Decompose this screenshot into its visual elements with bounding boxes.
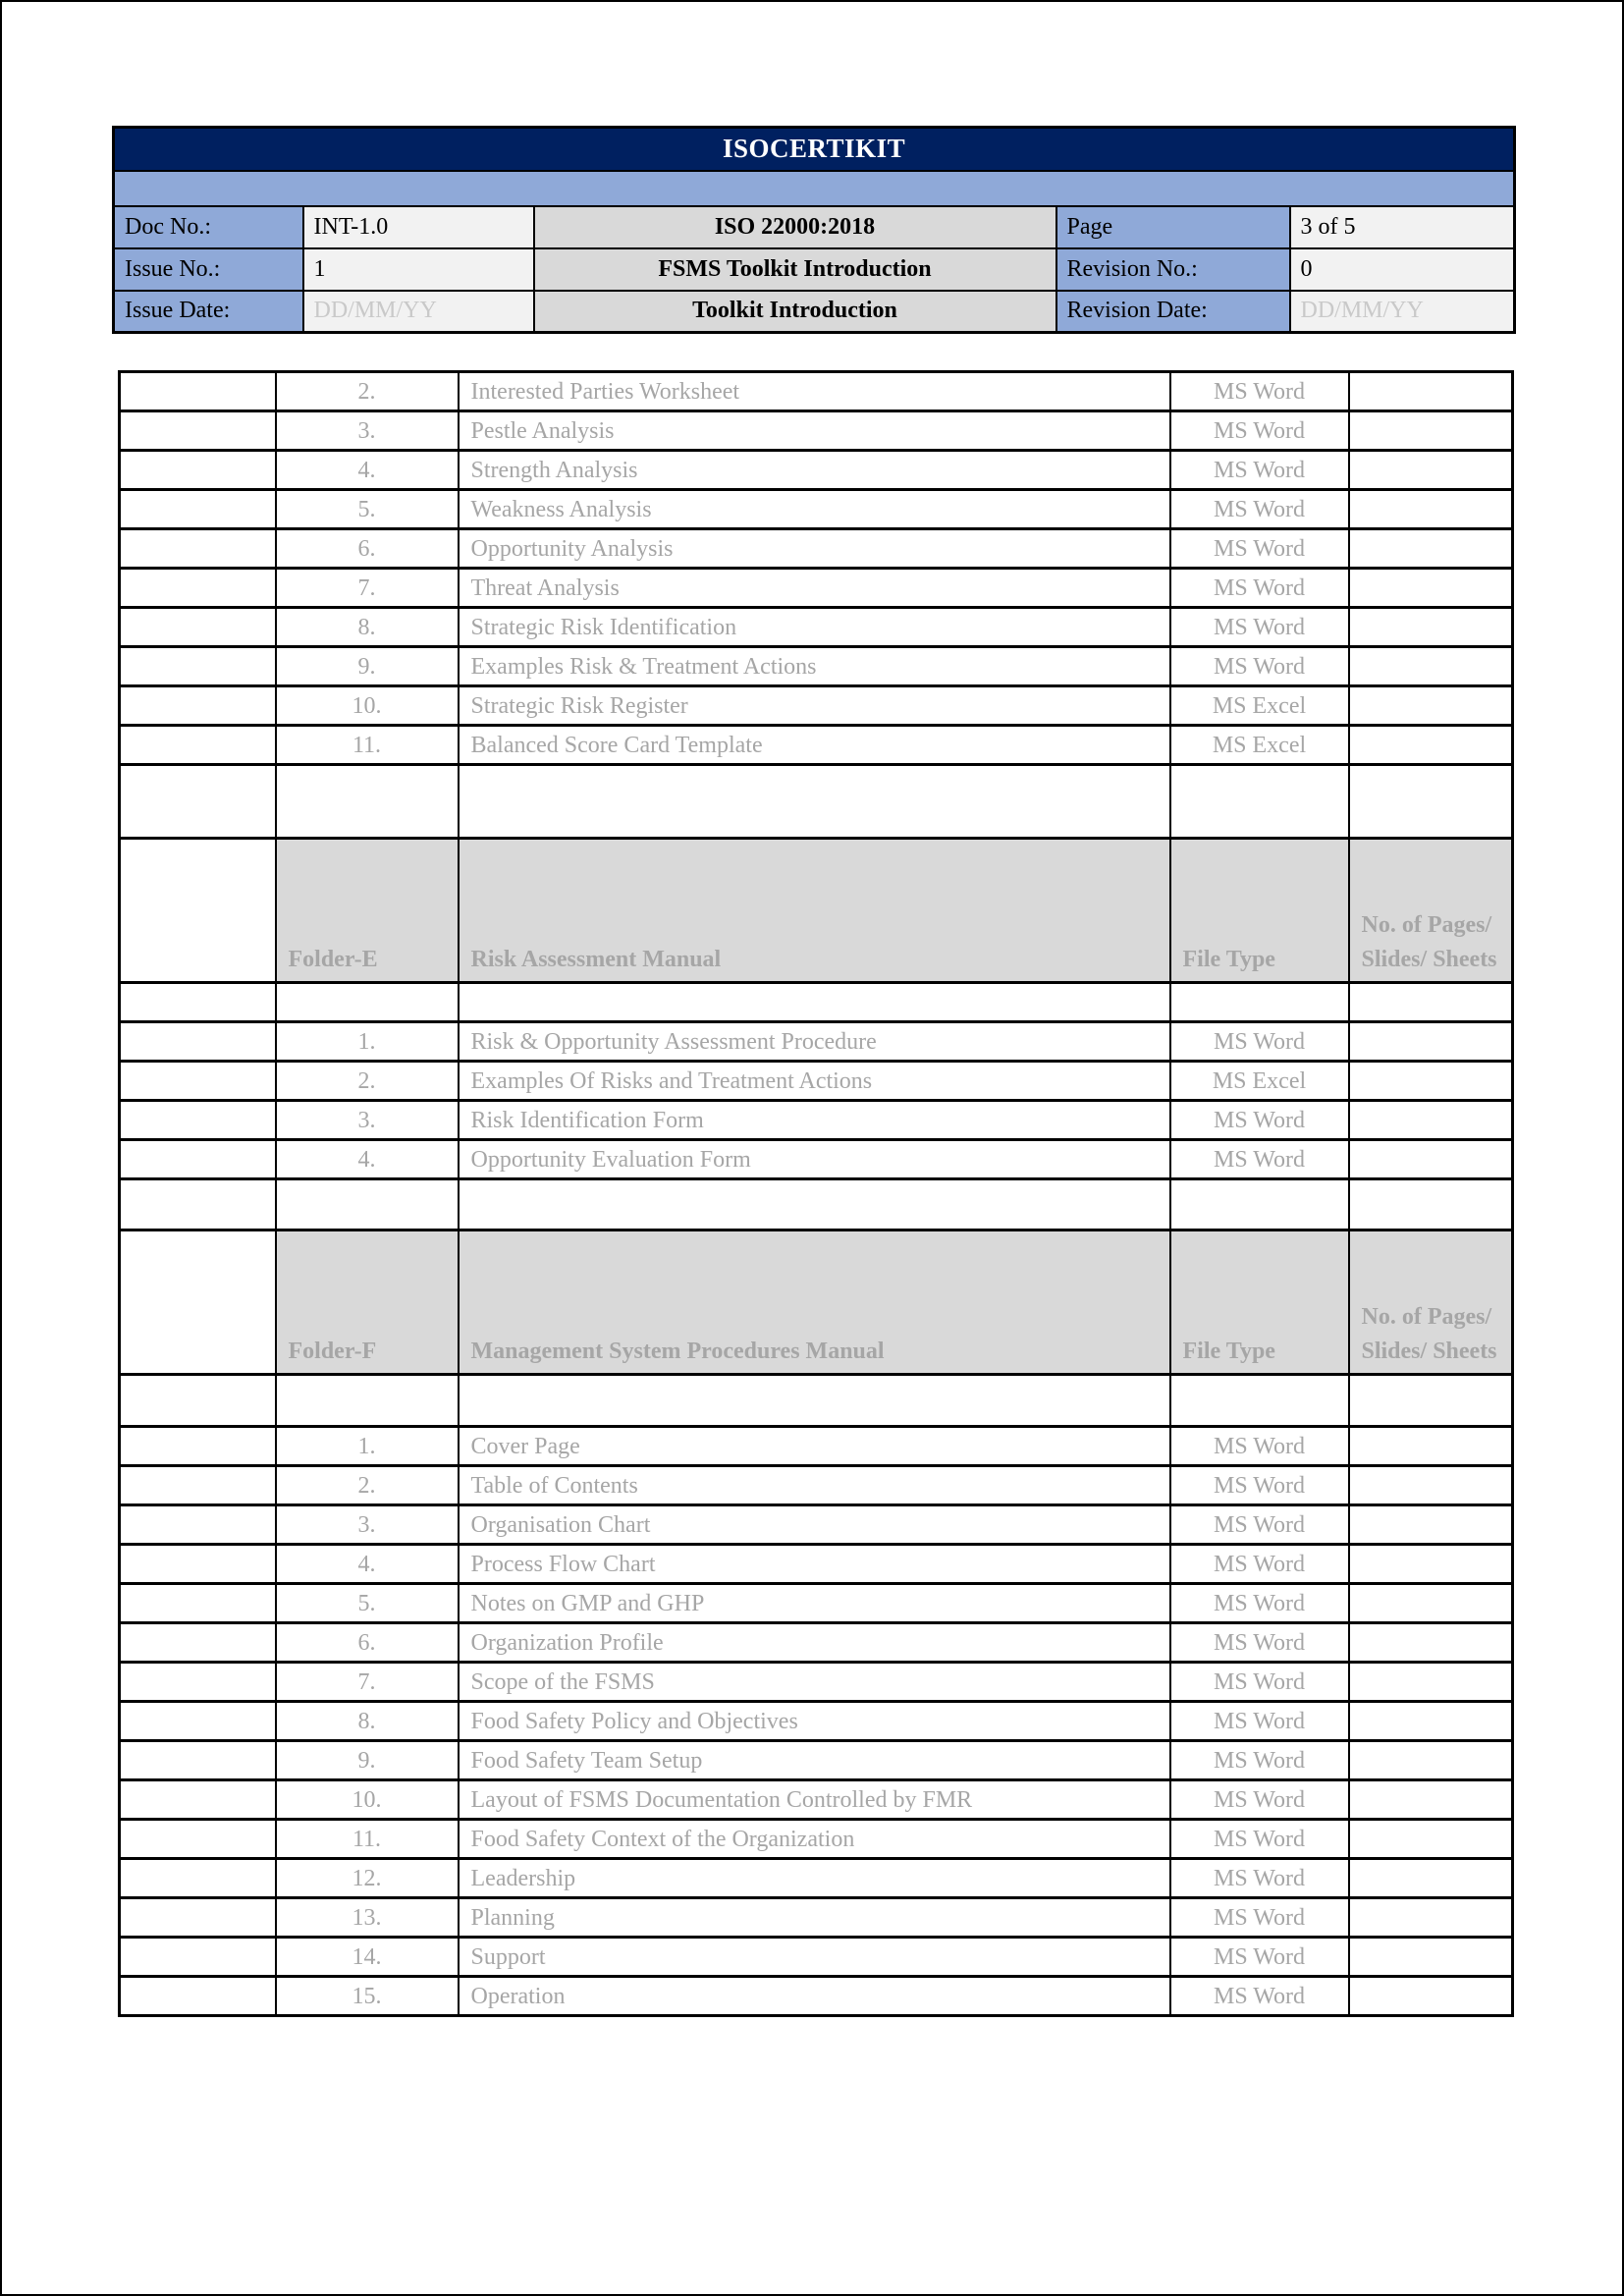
table-row <box>120 1938 1513 1977</box>
row-file-type: MS Word <box>1170 1859 1349 1898</box>
row-title: Threat Analysis <box>459 569 1170 608</box>
doc-meta-row-3 <box>114 291 1515 333</box>
spacer-cell <box>276 983 459 1022</box>
row-number: 2. <box>276 1062 459 1101</box>
row-pages-cell <box>1349 1584 1513 1623</box>
row-file-type: MS Excel <box>1170 726 1349 765</box>
row-file-type: MS Excel <box>1170 1062 1349 1101</box>
table-row <box>120 1466 1513 1505</box>
table-row <box>120 1062 1513 1101</box>
row-number: 4. <box>276 1140 459 1179</box>
doc-no-value: INT-1.0 <box>303 206 534 248</box>
row-empty-cell <box>120 1820 276 1859</box>
table-row <box>120 686 1513 726</box>
row-pages-cell <box>1349 1859 1513 1898</box>
row-pages-cell <box>1349 1977 1513 2016</box>
row-empty-cell <box>120 1859 276 1898</box>
row-pages-cell <box>1349 686 1513 726</box>
folder-title: Risk Assessment Manual <box>459 839 1170 983</box>
row-file-type: MS Word <box>1170 1101 1349 1140</box>
row-number: 1. <box>276 1427 459 1466</box>
row-number: 8. <box>276 608 459 647</box>
row-title: Food Safety Policy and Objectives <box>459 1702 1170 1741</box>
row-title: Opportunity Evaluation Form <box>459 1140 1170 1179</box>
table-row <box>120 1623 1513 1663</box>
table-row <box>120 726 1513 765</box>
row-number: 3. <box>276 1505 459 1545</box>
row-file-type: MS Excel <box>1170 686 1349 726</box>
row-number: 9. <box>276 1741 459 1780</box>
spacer-cell <box>1349 1179 1513 1230</box>
row-empty-cell <box>120 1427 276 1466</box>
row-number: 8. <box>276 1702 459 1741</box>
spacer-cell <box>1170 983 1349 1022</box>
row-file-type: MS Word <box>1170 1505 1349 1545</box>
row-number: 6. <box>276 529 459 569</box>
row-number: 10. <box>276 686 459 726</box>
table-row <box>120 1584 1513 1623</box>
row-file-type: MS Word <box>1170 1545 1349 1584</box>
row-file-type: MS Word <box>1170 1466 1349 1505</box>
spacer-cell <box>120 983 276 1022</box>
row-title: Balanced Score Card Template <box>459 726 1170 765</box>
table-row <box>120 372 1513 411</box>
row-number: 5. <box>276 1584 459 1623</box>
row-number: 4. <box>276 1545 459 1584</box>
doc-no-label: Doc No.: <box>114 206 303 248</box>
row-title: Layout of FSMS Documentation Controlled by FMR <box>459 1780 1170 1820</box>
row-number: 14. <box>276 1938 459 1977</box>
row-pages-cell <box>1349 451 1513 490</box>
row-empty-cell <box>120 1938 276 1977</box>
row-number: 3. <box>276 1101 459 1140</box>
row-number: 2. <box>276 1466 459 1505</box>
row-number: 13. <box>276 1898 459 1938</box>
row-number: 2. <box>276 372 459 411</box>
document-title: FSMS Toolkit Introduction <box>534 248 1056 291</box>
revision-date-value: DD/MM/YY <box>1290 291 1515 333</box>
row-file-type: MS Word <box>1170 1140 1349 1179</box>
spacer-cell <box>1170 1375 1349 1427</box>
brand-title: ISOCERTIKIT <box>114 128 1515 171</box>
file-type-header: File Type <box>1170 1230 1349 1375</box>
table-row <box>120 1977 1513 2016</box>
row-pages-cell <box>1349 647 1513 686</box>
revision-date-label: Revision Date: <box>1056 291 1290 333</box>
row-empty-cell <box>120 1022 276 1062</box>
spacer-cell <box>120 765 276 839</box>
pages-header: No. of Pages/ Slides/ Sheets <box>1349 1230 1513 1375</box>
table-row <box>120 1663 1513 1702</box>
pages-header: No. of Pages/ Slides/ Sheets <box>1349 839 1513 983</box>
row-pages-cell <box>1349 490 1513 529</box>
row-empty-cell <box>120 1545 276 1584</box>
main-table-body <box>120 372 1513 2016</box>
row-pages-cell <box>1349 1702 1513 1741</box>
row-file-type: MS Word <box>1170 451 1349 490</box>
row-title: Scope of the FSMS <box>459 1663 1170 1702</box>
row-title: Strategic Risk Identification <box>459 608 1170 647</box>
table-row <box>120 490 1513 529</box>
spacer-row <box>120 1375 1513 1427</box>
row-title: Process Flow Chart <box>459 1545 1170 1584</box>
row-title: Weakness Analysis <box>459 490 1170 529</box>
row-title: Food Safety Team Setup <box>459 1741 1170 1780</box>
spacer-cell <box>120 1375 276 1427</box>
table-row <box>120 411 1513 451</box>
row-number: 10. <box>276 1780 459 1820</box>
row-empty-cell <box>120 1663 276 1702</box>
spacer-cell <box>276 1179 459 1230</box>
issue-date-label: Issue Date: <box>114 291 303 333</box>
row-file-type: MS Word <box>1170 1938 1349 1977</box>
row-empty-cell <box>120 1466 276 1505</box>
row-pages-cell <box>1349 1623 1513 1663</box>
spacer-cell <box>276 1375 459 1427</box>
row-title: Examples Risk & Treatment Actions <box>459 647 1170 686</box>
table-row <box>120 608 1513 647</box>
row-empty-cell <box>120 1584 276 1623</box>
spacer-cell <box>1170 765 1349 839</box>
standard-title: ISO 22000:2018 <box>534 206 1056 248</box>
row-pages-cell <box>1349 1545 1513 1584</box>
row-empty-cell <box>120 726 276 765</box>
row-title: Notes on GMP and GHP <box>459 1584 1170 1623</box>
row-empty-cell <box>120 1623 276 1663</box>
row-empty-cell <box>120 569 276 608</box>
row-empty-cell <box>120 1702 276 1741</box>
banner-spacer-row <box>114 171 1515 206</box>
folder-empty-cell <box>120 1230 276 1375</box>
row-title: Examples Of Risks and Treatment Actions <box>459 1062 1170 1101</box>
row-empty-cell <box>120 1898 276 1938</box>
row-empty-cell <box>120 647 276 686</box>
spacer-row <box>120 765 1513 839</box>
row-file-type: MS Word <box>1170 569 1349 608</box>
row-number: 11. <box>276 1820 459 1859</box>
page-label: Page <box>1056 206 1290 248</box>
row-file-type: MS Word <box>1170 1584 1349 1623</box>
spacer-cell <box>120 1179 276 1230</box>
table-row <box>120 529 1513 569</box>
spacer-row <box>120 983 1513 1022</box>
row-number: 7. <box>276 1663 459 1702</box>
table-row <box>120 1741 1513 1780</box>
folder-title: Management System Procedures Manual <box>459 1230 1170 1375</box>
file-type-header: File Type <box>1170 839 1349 983</box>
row-empty-cell <box>120 529 276 569</box>
row-pages-cell <box>1349 726 1513 765</box>
row-empty-cell <box>120 1505 276 1545</box>
spacer-cell <box>1349 765 1513 839</box>
row-title: Food Safety Context of the Organization <box>459 1820 1170 1859</box>
row-number: 7. <box>276 569 459 608</box>
folder-id: Folder-E <box>276 839 459 983</box>
row-empty-cell <box>120 686 276 726</box>
row-empty-cell <box>120 1140 276 1179</box>
row-number: 9. <box>276 647 459 686</box>
row-pages-cell <box>1349 1140 1513 1179</box>
table-row <box>120 1022 1513 1062</box>
row-title: Support <box>459 1938 1170 1977</box>
folder-header-row <box>120 1230 1513 1375</box>
row-title: Planning <box>459 1898 1170 1938</box>
row-pages-cell <box>1349 1898 1513 1938</box>
row-pages-cell <box>1349 1466 1513 1505</box>
table-row <box>120 1140 1513 1179</box>
row-number: 15. <box>276 1977 459 2016</box>
row-number: 4. <box>276 451 459 490</box>
row-pages-cell <box>1349 529 1513 569</box>
row-file-type: MS Word <box>1170 1663 1349 1702</box>
spacer-cell <box>459 1375 1170 1427</box>
row-pages-cell <box>1349 1505 1513 1545</box>
table-row <box>120 1898 1513 1938</box>
issue-date-value: DD/MM/YY <box>303 291 534 333</box>
row-pages-cell <box>1349 608 1513 647</box>
page-value: 3 of 5 <box>1290 206 1515 248</box>
row-title: Interested Parties Worksheet <box>459 372 1170 411</box>
row-title: Pestle Analysis <box>459 411 1170 451</box>
row-file-type: MS Word <box>1170 647 1349 686</box>
row-empty-cell <box>120 1062 276 1101</box>
row-file-type: MS Word <box>1170 1702 1349 1741</box>
row-file-type: MS Word <box>1170 1623 1349 1663</box>
row-empty-cell <box>120 1741 276 1780</box>
issue-no-value: 1 <box>303 248 534 291</box>
table-row <box>120 1859 1513 1898</box>
row-pages-cell <box>1349 1820 1513 1859</box>
row-pages-cell <box>1349 1938 1513 1977</box>
row-file-type: MS Word <box>1170 490 1349 529</box>
row-title: Strategic Risk Register <box>459 686 1170 726</box>
row-empty-cell <box>120 1780 276 1820</box>
row-title: Strength Analysis <box>459 451 1170 490</box>
row-title: Cover Page <box>459 1427 1170 1466</box>
table-row <box>120 1545 1513 1584</box>
document-subtitle: Toolkit Introduction <box>534 291 1056 333</box>
table-row <box>120 647 1513 686</box>
spacer-cell <box>1349 983 1513 1022</box>
row-file-type: MS Word <box>1170 1820 1349 1859</box>
spacer-row <box>120 1179 1513 1230</box>
row-pages-cell <box>1349 1062 1513 1101</box>
issue-no-label: Issue No.: <box>114 248 303 291</box>
row-file-type: MS Word <box>1170 1780 1349 1820</box>
row-title: Organization Profile <box>459 1623 1170 1663</box>
spacer-cell <box>1170 1179 1349 1230</box>
row-file-type: MS Word <box>1170 529 1349 569</box>
doc-meta-row-1 <box>114 206 1515 248</box>
row-empty-cell <box>120 1101 276 1140</box>
row-number: 11. <box>276 726 459 765</box>
row-file-type: MS Word <box>1170 1898 1349 1938</box>
spacer-cell <box>459 1179 1170 1230</box>
table-row <box>120 1780 1513 1820</box>
folder-header-row <box>120 839 1513 983</box>
folder-empty-cell <box>120 839 276 983</box>
row-pages-cell <box>1349 569 1513 608</box>
row-file-type: MS Word <box>1170 1741 1349 1780</box>
row-title: Organisation Chart <box>459 1505 1170 1545</box>
row-file-type: MS Word <box>1170 372 1349 411</box>
row-pages-cell <box>1349 1663 1513 1702</box>
banner-spacer-cell <box>114 171 1515 206</box>
row-title: Opportunity Analysis <box>459 529 1170 569</box>
row-empty-cell <box>120 1977 276 2016</box>
row-number: 5. <box>276 490 459 529</box>
row-number: 6. <box>276 1623 459 1663</box>
row-number: 3. <box>276 411 459 451</box>
row-file-type: MS Word <box>1170 411 1349 451</box>
revision-no-label: Revision No.: <box>1056 248 1290 291</box>
table-row <box>120 451 1513 490</box>
doc-meta-row-2 <box>114 248 1515 291</box>
table-row <box>120 1427 1513 1466</box>
brand-banner-row <box>114 128 1515 171</box>
row-number: 12. <box>276 1859 459 1898</box>
row-pages-cell <box>1349 372 1513 411</box>
document-control-table <box>112 126 1516 334</box>
spacer-cell <box>459 983 1170 1022</box>
revision-no-value: 0 <box>1290 248 1515 291</box>
table-row <box>120 569 1513 608</box>
row-file-type: MS Word <box>1170 1977 1349 2016</box>
row-title: Risk & Opportunity Assessment Procedure <box>459 1022 1170 1062</box>
spacer-cell <box>276 765 459 839</box>
row-pages-cell <box>1349 1101 1513 1140</box>
row-title: Table of Contents <box>459 1466 1170 1505</box>
table-row <box>120 1820 1513 1859</box>
table-row <box>120 1702 1513 1741</box>
row-pages-cell <box>1349 1427 1513 1466</box>
row-empty-cell <box>120 451 276 490</box>
row-empty-cell <box>120 490 276 529</box>
row-empty-cell <box>120 372 276 411</box>
row-file-type: MS Word <box>1170 1427 1349 1466</box>
row-file-type: MS Word <box>1170 608 1349 647</box>
spacer-cell <box>1349 1375 1513 1427</box>
row-title: Risk Identification Form <box>459 1101 1170 1140</box>
row-title: Leadership <box>459 1859 1170 1898</box>
row-pages-cell <box>1349 1741 1513 1780</box>
row-pages-cell <box>1349 411 1513 451</box>
row-title: Operation <box>459 1977 1170 2016</box>
row-file-type: MS Word <box>1170 1022 1349 1062</box>
toolkit-contents-table <box>118 370 1514 2017</box>
folder-id: Folder-F <box>276 1230 459 1375</box>
row-pages-cell <box>1349 1022 1513 1062</box>
spacer-cell <box>459 765 1170 839</box>
row-empty-cell <box>120 411 276 451</box>
row-pages-cell <box>1349 1780 1513 1820</box>
table-row <box>120 1101 1513 1140</box>
row-number: 1. <box>276 1022 459 1062</box>
row-empty-cell <box>120 608 276 647</box>
table-row <box>120 1505 1513 1545</box>
